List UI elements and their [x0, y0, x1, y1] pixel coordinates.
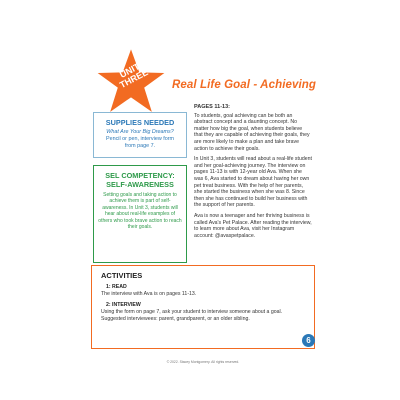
activity-2-text: Using the form on page 7, ask your student to interview someone about a goal. Suggested interviewees: parent, grandparent, or an older sibling. — [101, 309, 283, 322]
activities-heading: ACTIVITIES — [101, 271, 143, 280]
activity-1-heading: 1: READ — [106, 284, 127, 290]
copyright-footer: © 2022. Stacey Montgomery. All rights reserved. — [166, 360, 240, 364]
notes-paragraph-2: In Unit 3, students will read about a real-life student and her goal-achieving journey. The interview on pages 11-13 is with 12-year old Ava. When she was 6, Ava started to dream about having her own pet treat business. With the help of her parents, she started the business when she was 8. Since then she has continued to build her business with the support of her parents. — [194, 156, 312, 209]
activities-box — [91, 265, 315, 349]
notes-paragraph-1: To students, goal achieving can be both an abstract concept and a daunting concept. No matter how big the goal, when students believe that they are capable of achieving their goals, they are more likely to make a plan and take brave action to achieve their goals. — [194, 112, 310, 152]
sel-competency-box — [93, 165, 187, 263]
page-number-badge: 6 — [302, 334, 315, 347]
sel-heading-line-1: SEL COMPETENCY: — [105, 171, 175, 180]
supplies-heading: SUPPLIES NEEDED — [105, 118, 175, 127]
supplies-line-2: Pencil or pen, interview form — [105, 136, 174, 142]
pages-label: PAGES 11-13: — [194, 104, 230, 110]
supplies-box — [93, 112, 187, 158]
activity-2-heading: 2: INTERVIEW — [106, 302, 141, 308]
sel-body-text: Setting goals and taking action to achieve them is part of self-awareness. In Unit 3, students will hear about real-life examples of others who took brave action to reach their goals. — [98, 192, 182, 231]
activity-1-text: The interview with Ava is on pages 11-13. — [101, 291, 197, 297]
supplies-line-3: from page 7. — [124, 143, 156, 149]
unit-badge-label: UNIT THREE — [118, 61, 150, 91]
page-title: Real Life Goal - Achieving — [172, 79, 317, 91]
sel-heading — [94, 172, 186, 189]
teacher-notes — [194, 104, 312, 243]
sel-heading-line-2: SELF-AWARENESS — [106, 179, 174, 189]
supplies-line-1: What Are Your Big Dreams? — [106, 129, 174, 135]
notes-paragraph-3: Ava is now a teenager and her thriving business is called Ava's Pet Palace. After reading the interview, to learn more about Ava, visit her Instagram account: @avaspetpalace. — [194, 212, 312, 239]
